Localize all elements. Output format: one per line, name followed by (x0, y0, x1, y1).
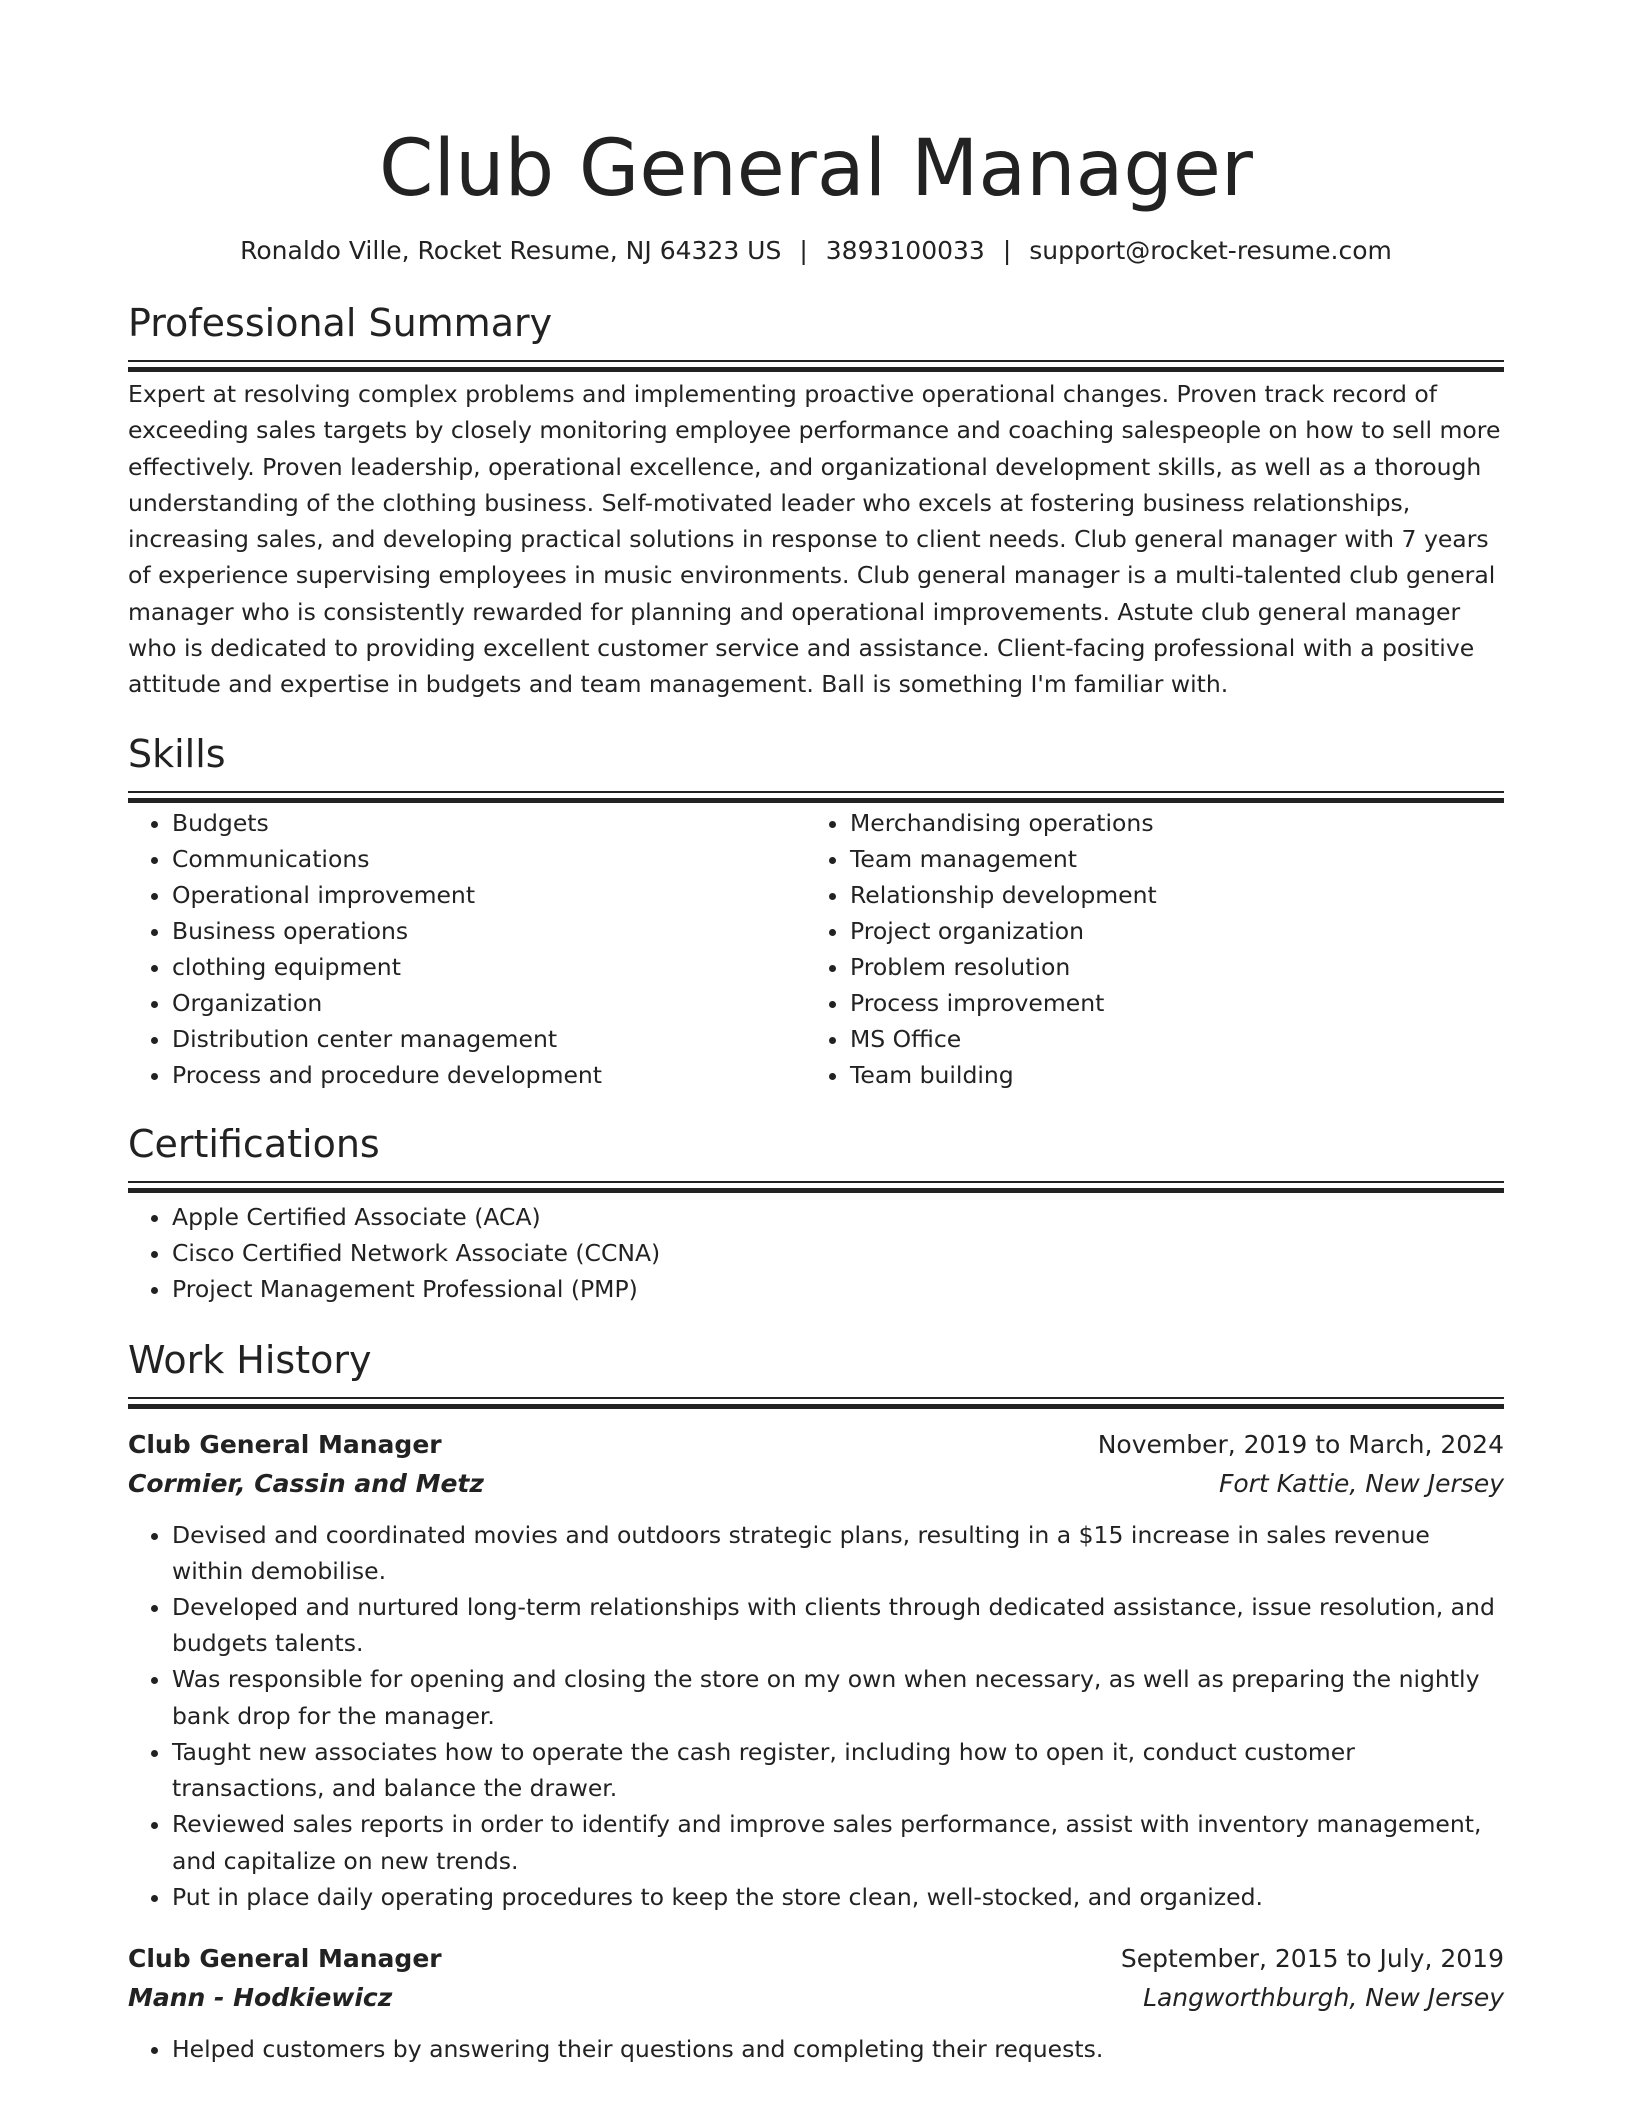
job-duties-list (128, 1517, 1504, 1915)
job-title: Club General Manager (128, 1429, 442, 1459)
job-title: Club General Manager (128, 1943, 442, 1973)
skill-item: • Communications (172, 841, 806, 877)
skills-column-left (128, 805, 806, 1093)
section-divider (128, 360, 1504, 362)
job-duty: • Taught new associates how to operate the cash register, including how to open it, conduct customer transactions, and balance the drawer. (172, 1734, 1504, 1806)
skill-item: • Project organization (850, 913, 1484, 949)
job-location: Fort Kattie, New Jersey (1218, 1468, 1504, 1498)
skill-item: • Relationship development (850, 877, 1484, 913)
skill-item: • Budgets (172, 805, 806, 841)
contact-phone: 3893100033 (825, 236, 985, 265)
job-location: Langworthburgh, New Jersey (1143, 1982, 1504, 2012)
job-header-row (128, 1425, 1504, 1465)
skill-item: • Merchandising operations (850, 805, 1484, 841)
skill-item: • Process improvement (850, 985, 1484, 1021)
skills-grid (128, 805, 1504, 1093)
contact-address: Ronaldo Ville, Rocket Resume, NJ 64323 US (240, 236, 782, 265)
skills-list-right (806, 805, 1484, 1093)
skill-item: • Distribution center management (172, 1021, 806, 1057)
certifications-list (128, 1199, 1504, 1307)
skill-item: • MS Office (850, 1021, 1484, 1057)
contact-email: support@rocket-resume.com (1029, 236, 1392, 265)
job-duty: • Devised and coordinated movies and outdoors strategic plans, resulting in a $15 increase in sales revenue within demobilise. (172, 1517, 1504, 1589)
section-divider (128, 791, 1504, 793)
work-history-section (128, 1335, 1504, 2067)
job-company: Mann - Hodkiewicz (128, 1982, 393, 2012)
job-header-row (128, 1939, 1504, 1979)
skill-item: • Operational improvement (172, 877, 806, 913)
job-duties-list (128, 2031, 1504, 2067)
job-company-row (128, 1465, 1504, 1503)
contact-separator: | (799, 236, 808, 265)
job-duty: • Put in place daily operating procedures to keep the store clean, well-stocked, and organized. (172, 1879, 1504, 1915)
contact-separator: | (1002, 236, 1012, 265)
job-dates: November, 2019 to March, 2024 (1097, 1429, 1504, 1459)
job-entry (128, 1939, 1504, 2067)
certification-item: • Project Management Professional (PMP) (172, 1271, 1504, 1307)
section-title-summary: Professional Summary (128, 301, 553, 345)
skill-item: • Team building (850, 1057, 1484, 1093)
certification-item: • Apple Certified Associate (ACA) (172, 1199, 1504, 1235)
section-title-certifications: Certifications (128, 1121, 380, 1166)
summary-text: Expert at resolving complex problems and implementing proactive operational changes. Proven track record of exceeding sales targets by closely monitoring employee performance and coaching salespeople on how to sell more effectively. Proven leadership, operational excellence, and organizational development skills, as well as a thorough understanding of the clothing business. Self-motivated leader who excels at fostering business relationships, increasing sales, and developing practical solutions in response to client needs. Club general manager with 7 years of experience supervising employees in music environments. Club general manager is a multi-talented club general manager who is consistently rewarded for planning and operational improvements. Astute club general manager who is dedicated to providing excellent customer service and assistance. Client-facing professional with a positive attitude and expertise in budgets and team management. Ball is something I'm familiar with. (128, 380, 1501, 699)
skill-item: • clothing equipment (172, 949, 806, 985)
skill-item: • Business operations (172, 913, 806, 949)
resume-page (128, 0, 1504, 2067)
section-title-work-history: Work History (128, 1337, 372, 1382)
skill-item: • Team management (850, 841, 1484, 877)
skills-column-right (806, 805, 1484, 1093)
job-duty: • Helped customers by answering their questions and completing their requests. (172, 2031, 1504, 2067)
job-company-row (128, 1979, 1504, 2017)
job-duty: • Reviewed sales reports in order to identify and improve sales performance, assist with inventory management, and capitalize on new trends. (172, 1806, 1504, 1878)
summary-section (128, 298, 1504, 703)
contact-line (128, 234, 1504, 268)
resume-name: Club General Manager (379, 124, 1253, 214)
skill-item: • Organization (172, 985, 806, 1021)
section-title-skills: Skills (128, 731, 226, 776)
skill-item: • Problem resolution (850, 949, 1484, 985)
skills-section (128, 729, 1504, 1093)
section-divider (128, 1181, 1504, 1183)
job-duty: • Developed and nurtured long-term relationships with clients through dedicated assistance, issue resolution, and budgets talents. (172, 1589, 1504, 1661)
job-entry (128, 1425, 1504, 1915)
job-dates: September, 2015 to July, 2019 (1120, 1943, 1504, 1973)
job-duty: • Was responsible for opening and closing the store on my own when necessary, as well as preparing the nightly bank drop for the manager. (172, 1661, 1504, 1733)
skills-list-left (128, 805, 806, 1093)
section-divider (128, 1397, 1504, 1399)
skill-item: • Process and procedure development (172, 1057, 806, 1093)
certifications-section (128, 1119, 1504, 1307)
certification-item: • Cisco Certified Network Associate (CCNA) (172, 1235, 1504, 1271)
job-company: Cormier, Cassin and Metz (128, 1468, 484, 1498)
